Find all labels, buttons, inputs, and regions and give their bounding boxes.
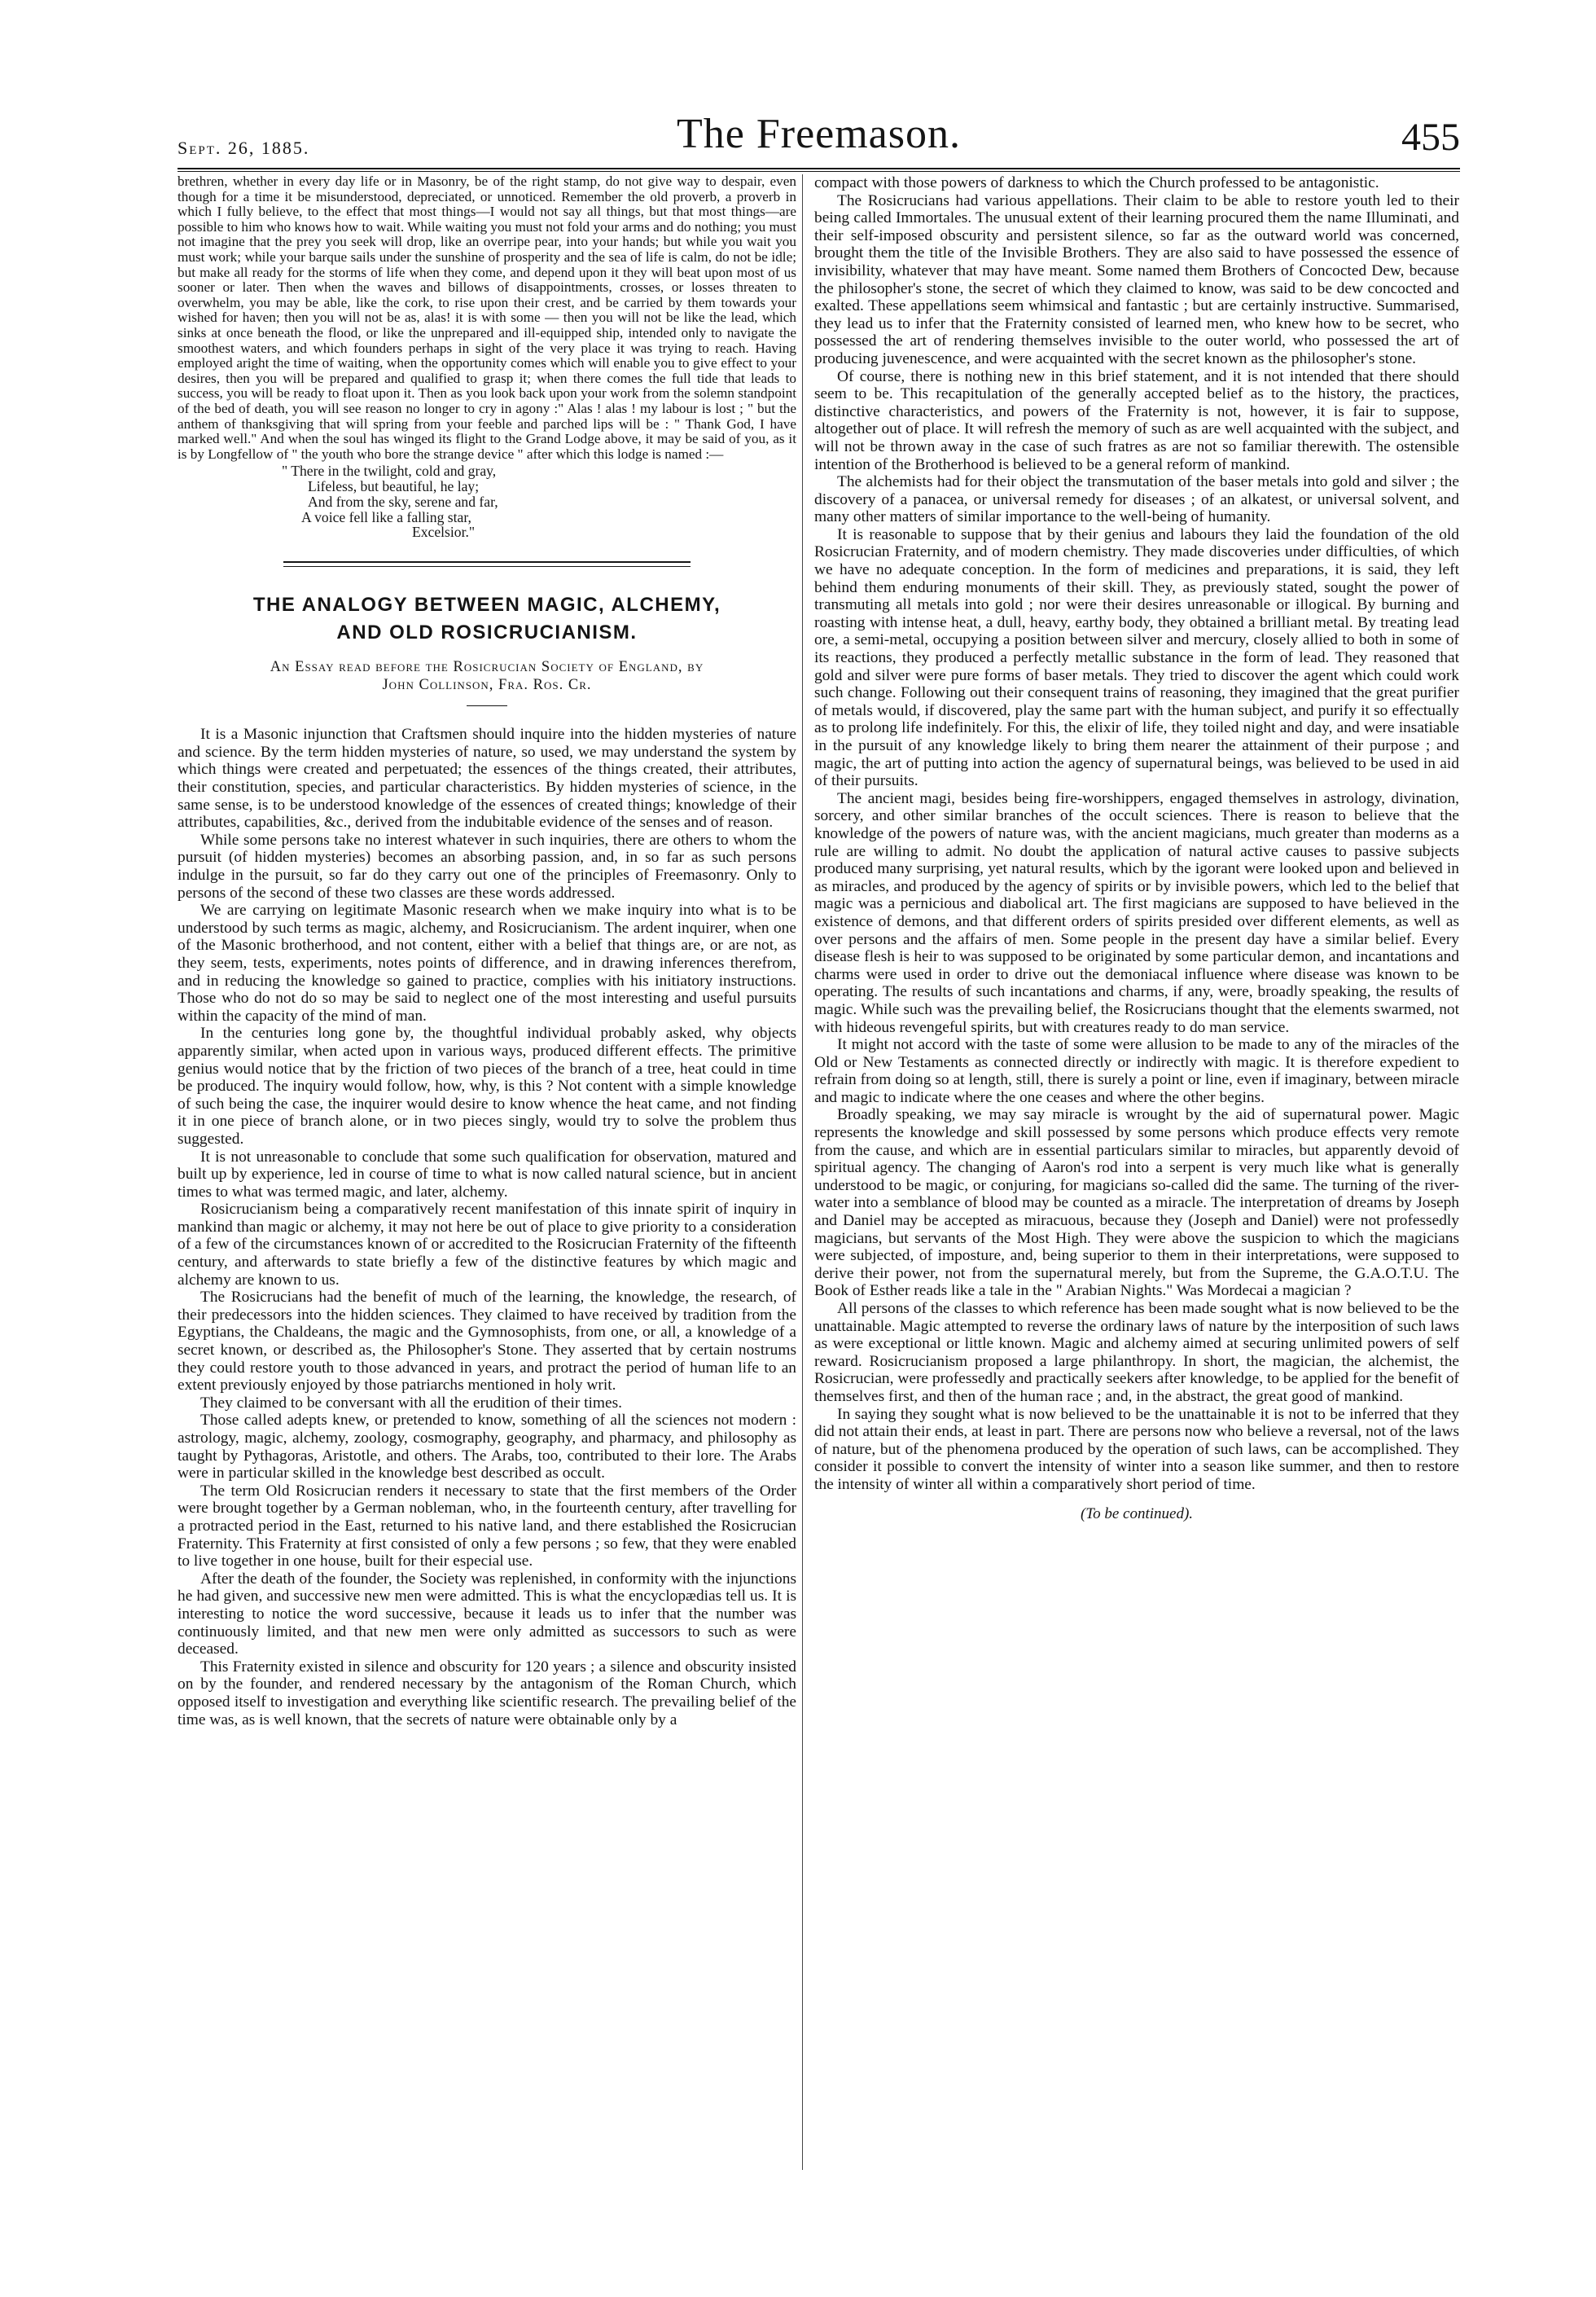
newspaper-title: The Freemason. xyxy=(676,111,961,157)
separator-line xyxy=(283,566,691,567)
article-paragraph: After the death of the founder, the Society was replenished, in conformity with the injunctions he had given, and successive new men were admitted. This is what the encyclopædias tell us. It is interesting to notice the word successive, because it leads us to infer that the number was continuously limited, and that new men were only admitted as successors to such as were deceased. xyxy=(178,1570,796,1658)
article-paragraph: All persons of the classes to which reference has been made sought what is now believed to be the unattainable. Magic attempted to reverse the ordinary laws of nature by the interposition of such laws as were exceptional or little known. Magic and alchemy aimed at securing unlimited powers of self reward. Rosicrucianism proposed a large philanthropy. In short, the magician, the alchemist, the Rosicrucian, were professedly and practically seekers after knowledge, to be applied for the benefit of themselves first, and then of the human race ; and, in the abstract, the great good of mankind. xyxy=(814,1300,1459,1405)
headline-line: THE ANALOGY BETWEEN MAGIC, ALCHEMY, xyxy=(252,594,721,617)
page-number: 455 xyxy=(1401,116,1460,159)
article-paragraph: In the centuries long gone by, the thoughtful individual probably asked, why objects apparently similar, when acted upon in various ways, produced different effects. The primitive genius would notice that by the friction of two pieces of the branch of a tree, heat could in time be produced. The inquiry would follow, how, why, is this ? Not content with a simple knowledge of such being the case, the inquirer would desire to know whence the heat came, and not finding it in one piece of branch alone, or in two pieces singly, would try to solve the problem thus suggested. xyxy=(178,1025,796,1148)
verse-line: Excelsior." xyxy=(412,524,476,541)
article-paragraph: The Rosicrucians had the benefit of much of the learning, the knowledge, the research, of their predecessors into the hidden sciences. They claimed to have received by tradition from the Egyptians, the Chaldeans, the magic and the Gymnosophists, from one, or all, a knowledge of a secret known, or described as, the Philosopher's Stone. They asserted that by certain nostrums they could restore youth to those advanced in years, and protract the period of human life to an extent previously enjoyed by those patriarchs mentioned in holy writ. xyxy=(178,1289,796,1394)
article-paragraph: It is reasonable to suppose that by their genius and labours they laid the foundation of the old Rosicrucian Fraternity, and of modern chemistry. They made discoveries under difficulties, of which we have no adequate conception. In the form of medicines and preparations, it is said, they left behind them enduring monuments of their skill. They, as previously stated, sought the power of transmuting all metals into gold ; nor were their desires unreasonable or illogical. By burning and roasting with intense heat, a dull, heavy, earthy body, they obtained a brilliant metal. By treating lead ore, a semi-metal, occupying a position between silver and mercury, closely allied to both in some of its reactions, they produced a perfectly metallic substance in the form of lead. They reasoned that gold and silver were pure forms of baser metals. They tried to discover the agent which could work such change. Following out their consequent trains of reasoning, they imagined that the great purifier of metals would, if discovered, play the same part with the human subject, and purify it so effectually as to prolong life indefinitely. For this, the elixir of life, they toiled night and day, and were insatiable in the pursuit of any knowledge likely to bring them nearer the attainment of their purpose ; and magic, the art of putting into action the agency of supernatural beings, was believed to be used in aid of their pursuits. xyxy=(814,525,1459,790)
left-column xyxy=(178,174,796,1728)
masthead xyxy=(178,110,1460,167)
verse-line: And from the sky, serene and far, xyxy=(308,493,498,510)
verse-line: Lifeless, but beautiful, he lay; xyxy=(308,478,480,495)
column-divider xyxy=(802,174,803,2170)
article-paragraph: It is not unreasonable to conclude that some such qualification for observation, matured and built up by experience, led in course of time to what is now called natural science, but in ancient times to what was termed magic, and later, alchemy. xyxy=(178,1148,796,1201)
article-paragraph: We are carrying on legitimate Masonic research when we make inquiry into what is to be understood by such terms as magic, alchemy, and Rosicrucianism. The ardent inquirer, when one of the Masonic brotherhood, and not content, either with a belief that things are, or are not, as they seem, tests, experiments, notes points of difference, and in drawing inferences therefrom, and in reducing the knowledge so gained to practice, complies with his initiatory instructions. Those who do not do so may be said to neglect one of the most interesting and useful pursuits within the capacity of the mind of man. xyxy=(178,902,796,1025)
right-column xyxy=(814,174,1459,1523)
to-be-continued-note: (To be continued). xyxy=(1080,1504,1194,1522)
continued-paragraph: brethren, whether in every day life or in Masonry, be of the right stamp, do not give way to despair, even though for a time it be misunderstood, depreciated, or unnoticed. Remember the old proverb, a proverb in which I fully believe, to the effect that most things—I would not say all things, but that most things—are possible to him who knows how to wait. While waiting you must not fold your arms and do nothing; you must not imagine that the prey you seek will drop, like an overripe pear, into your hands; but while you wait you must work; while your barque sails under the sunshine of prosperity and the sea of life is calm, do not be idle; but make all ready for the storms of life when they come, and depend upon it they will beat upon most of us sooner or later. Then when the waves and billows of disappointments, crosses, or losses threaten to overwhelm, you may be able, like the cork, to rise upon their crest, and be carried by them towards your wished for haven; then you will not be as, alas! it is with some — then you will not be like the lead, which sinks at once beneath the flood, or like the unprepared and ill-equipped ship, intended only to navigate the smoothest waters, and which founders perhaps in sight of the very place it was trying to reach. Having employed aright the time of waiting, when the opportunity comes which will enable you to give effect to your desires, then you will be prepared and qualified to grasp it; when there comes the full tide that leads to success, you will be ready to float upon it. Then as you look back upon your work from the solemn standpoint of the bed of death, you will see reason no longer to cry in agony :" Alas ! alas ! my labour is lost ; " but the anthem of thanksgiving that will spring from your feeble and parched lips will be : " Thank God, I have marked well." And when the soul has winged its flight to the Grand Lodge above, it may be said of you, as it is by Longfellow of " the youth who bore the strange device " after which this lodge is named :— xyxy=(178,173,796,462)
article-paragraph: Broadly speaking, we may say miracle is wrought by the aid of supernatural power. Magic represents the knowledge and skill possessed by some persons which produce effects very remote from the cause, and which are in essential particulars similar to miracles, but apparently devoid of spiritual agency. The changing of Aaron's rod into a serpent is very much like what is generally understood to be magic, or conjuring, for magicians so-called did the same. The turning of the river-water into a semblance of blood may be counted as a miracle. The interpretation of dreams by Joseph and Daniel may be accepted as miracuous, because they (Joseph and Daniel) were not professedly magicians, but servants of the Most High. They were above the suspicion to which the magicians were subjected, of imposture, and, being superior to them in their interpretations, were supposed to derive their power, not from the supernatural merely, but from the Supreme, the G.A.O.T.U. The Book of Esther reads like a tale in the " Arabian Nights." Was Mordecai a magician ? xyxy=(814,1106,1459,1300)
article-paragraph: Rosicrucianism being a comparatively recent manifestation of this innate spirit of inquiry in mankind than magic or alchemy, it may not here be out of place to give priority to a consideration of a few of the circumstances known of or accredited to the Rosicrucian Fraternity of the fifteenth century, and afterwards to state briefly a few of the distinctive features by which magic and alchemy are known to us. xyxy=(178,1201,796,1289)
article-paragraph: While some persons take no interest whatever in such inquiries, there are others to whom the pursuit (of hidden mysteries) becomes an absorbing passion, and, in so far as such persons indulge in the pursuit, so far do they carry out one of the principles of Freemasonry. Only to persons of the second of these two classes are these words addressed. xyxy=(178,831,796,902)
article-paragraph: The alchemists had for their object the transmutation of the baser metals into gold and silver ; the discovery of a panacea, or universal remedy for diseases ; of an alkatest, or universal solvent, and many other matters of similar importance to the well-being of humanity. xyxy=(814,473,1459,526)
masthead-rule-thin xyxy=(178,171,1460,172)
article-paragraph: This Fraternity existed in silence and obscurity for 120 years ; a silence and obscurity insisted on by the founder, and rendered necessary by the antagonism of the Roman Church, which opposed itself to investigation and everything like scientific research. The prevailing belief of the time was, as is well known, that the secrets of nature were obtainable only by a xyxy=(178,1658,796,1728)
article-byline xyxy=(178,658,796,694)
article-paragraph: In saying they sought what is now believed to be the unattainable it is not to be inferred that they did not attain their ends, at least in part. There are persons now who believe a reversal, not of the laws of nature, but of the phenomena produced by the operation of such laws, can be accomplished. They consider it possible to convert the intensity of winter into a season like summer, and then to restore the intensity of winter all within a comparatively short period of time. xyxy=(814,1405,1459,1493)
article-paragraph: They claimed to be conversant with all the erudition of their times. xyxy=(200,1394,623,1412)
article-headline xyxy=(178,591,796,647)
masthead-rule xyxy=(178,168,1460,169)
article-body-left xyxy=(178,726,796,1728)
article-paragraph: It is a Masonic injunction that Craftsmen should inquire into the hidden mysteries of nature and science. By the term hidden mysteries of nature, so used, we may understand the system by which things were created and perpetuated; the essences of the things created, their attributes, their constitution, species, and particular characteristics. By hidden mysteries of science, in the same sense, is to be understood knowledge of the essences of created things; knowledge of their attributes, capabilities, &c., derived from the indubitable evidence of the senses and of reason. xyxy=(178,726,796,832)
article-separator xyxy=(283,561,691,567)
article-paragraph: The Rosicrucians had various appellations. Their claim to be able to restore youth led to their being called Immortales. The unusual extent of their learning procured them the name Illuminati, and their self-imposed obscurity and persistent silence, so far as the outward world was concerned, brought them the title of the Invisible Brothers. They are also said to have possessed the essence of invisibility, whatever that may have meant. Some named them Brothers of Concocted Dew, because the philosopher's stone, the secret of which they claimed to know, was said to be dew concocted and exalted. These appellations seem whimsical and fantastic ; but are certainly instructive. Summarised, they lead us to infer that the Fraternity consisted of learned men, who knew how to be secret, who possessed the art of rendering themselves invisible to the outer world, who possessed the art of producing juvenescence, and were acquainted with the secret known as the philosopher's stone. xyxy=(814,191,1459,367)
byline-line: John Collinson, Fra. Ros. Cr. xyxy=(382,677,592,694)
verse-line: " There in the twilight, cold and gray, xyxy=(282,463,497,480)
article-paragraph: The term Old Rosicrucian renders it necessary to state that the first members of the Order were brought together by a German nobleman, who, in the fourteenth century, after travelling for a protracted period in the East, returned to his native land, and there established the Rosicrucian Fraternity. This Fraternity at first consisted of only a few persons ; so few, that they were enabled to live together in one house, built for their especial use. xyxy=(178,1482,796,1570)
byline-line: An Essay read before the Rosicrucian Society of England, by xyxy=(270,659,704,676)
separator-line xyxy=(283,561,691,563)
article-body-right xyxy=(814,174,1459,1494)
previous-article-continuation xyxy=(178,174,796,462)
verse-line: A voice fell like a falling star, xyxy=(301,508,471,525)
article-paragraph: The ancient magi, besides being fire-worshippers, engaged themselves in astrology, divination, sorcery, and other similar branches of the occult sciences. There is reason to believe that the knowledge of the powers of nature was, with the ancient magicians, much greater than moderns as a rule are willing to admit. No doubt the application of natural active causes to passive subjects produced many surprising, yet natural results, which by the igorant were looked upon and believed in as miracles, and produced by the agency of spirits or by invisible powers, which led to the belief that magic was a pernicious and diabolical art. The first magicians are supposed to have believed in the existence of demons, and that different orders of spirits presided over different elements, as well as over persons and the affairs of men. Some people in the present day have a similar belief. Every disease flesh is heir to was supposed to be originated by some particular demon, and incantations and charms were used in order to drive out the demoniacal influence where disease was known to be operating. The results of such incantations and charms, if any, were, broadly speaking, the results of magic. While such was the prevailing belief, the Rosicrucians thought that the elements swarmed, not with hideous revengeful spirits, but with creatures ready to do man service. xyxy=(814,789,1459,1036)
byline-rule xyxy=(467,705,507,706)
excelsior-verse xyxy=(178,463,796,540)
headline-line: AND OLD ROSICRUCIANISM. xyxy=(336,621,638,644)
article-paragraph: It might not accord with the taste of some were allusion to be made to any of the miracles of the Old or New Testaments as connected directly or indirectly with magic. It is therefore expedient to refrain from doing so at length, still, there is surely a point or line, even if imaginary, between miracle and magic to indicate where the one ceases and where the other begins. xyxy=(814,1036,1459,1106)
article-paragraph: compact with those powers of darkness to which the Church professed to be antagonistic. xyxy=(814,174,1379,191)
issue-date: Sept. 26, 1885. xyxy=(178,138,310,158)
article-paragraph: Those called adepts knew, or pretended to know, something of all the sciences not modern : astrology, magic, alchemy, zoology, cosmography, geography, and pharmacy, and philosophy as taught by Pythagoras, Aristotle, and others. The Arabs, too, contributed to their lore. The Arabs were in particular skilled in the knowledge best described as occult. xyxy=(178,1412,796,1482)
article-paragraph: Of course, there is nothing new in this brief statement, and it is not intended that there should seem to be. This recapitulation of the generally accepted belief as to the history, the practices, distinctive characteristics, and powers of the Fraternity is not, however, it is fair to suppose, altogether out of place. It will refresh the memory of such as are well acquainted with the subject, and will not be thrown away in the case of such fratres as are not so familiar therewith. The ostensible intention of the Brotherhood is believed to be a general reform of mankind. xyxy=(814,367,1459,473)
